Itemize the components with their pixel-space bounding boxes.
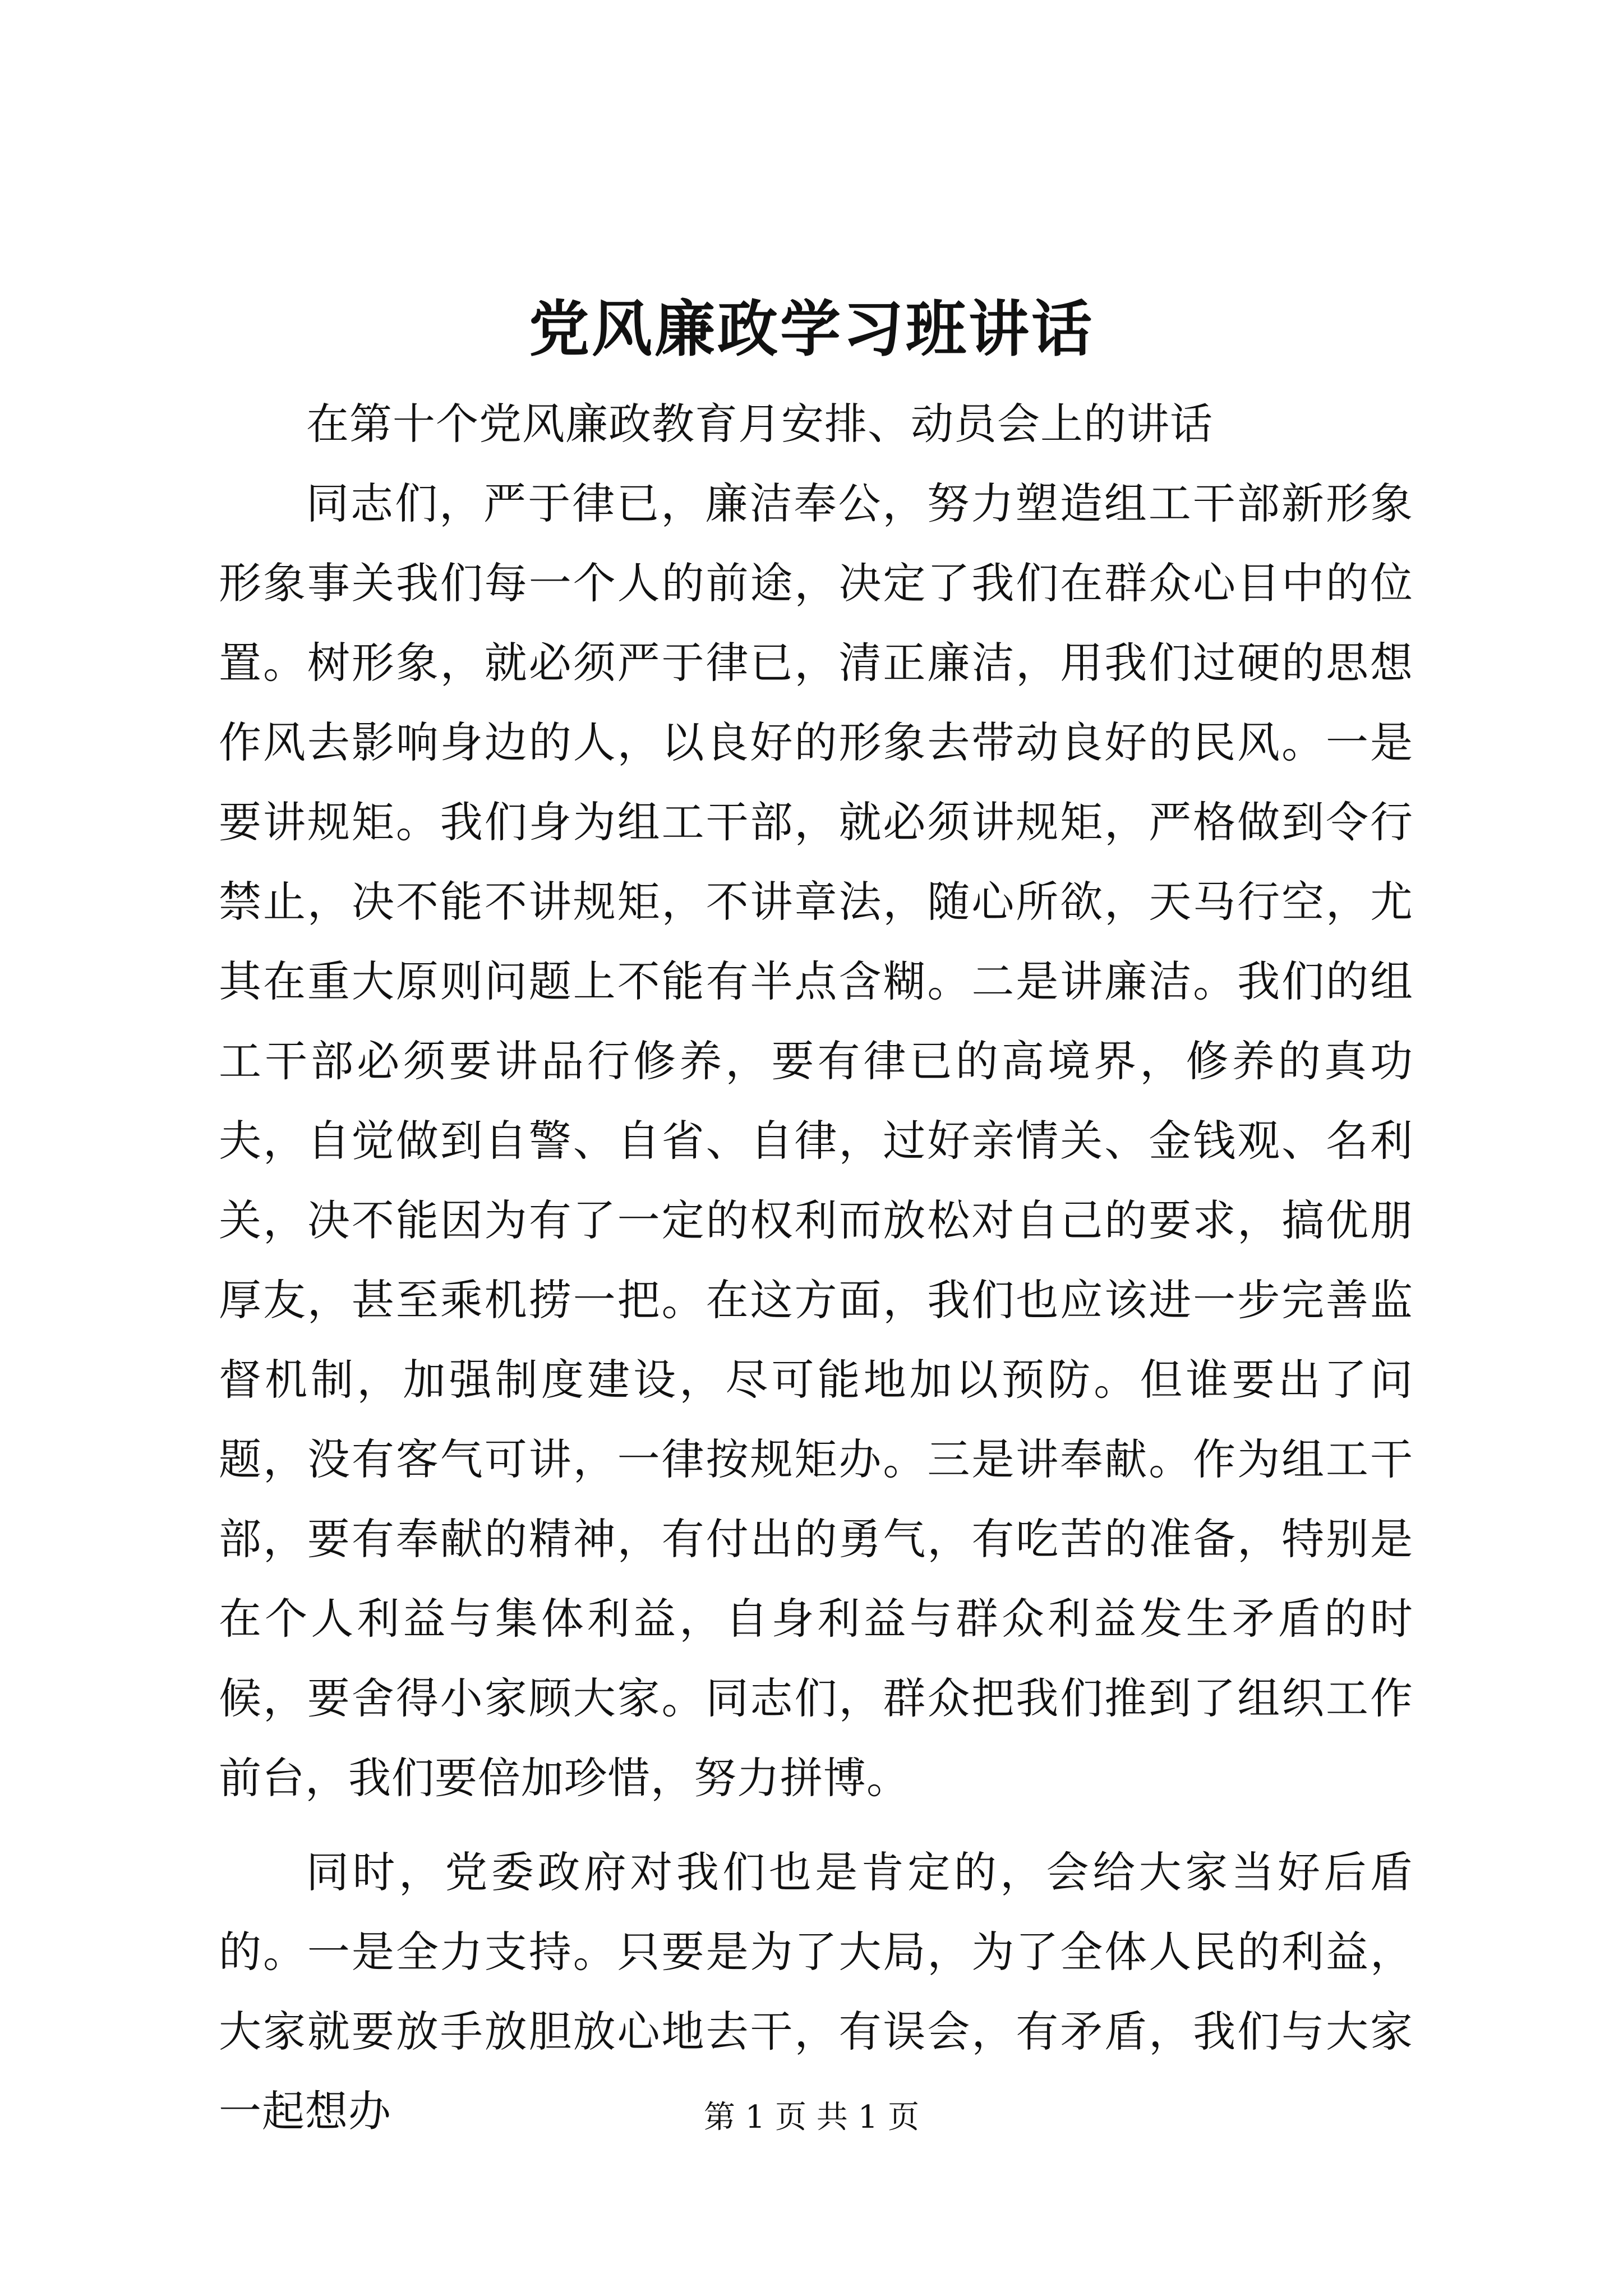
document-title: 党风廉政学习班讲话 <box>528 294 1094 365</box>
body-paragraph-2: 同时，党委政府对我们也是肯定的，会给大家当好后盾的。一是全力支持。只要是为了大局，为了全体人民的利益，大家就要放手放胆放心地去干，有误会，有矛盾，我们与大家一起想办 <box>219 1847 1413 2136</box>
document-body <box>219 384 1413 2151</box>
subtitle-paragraph: 在第十个党风廉政教育月安排、动员会上的讲话 <box>306 399 1213 449</box>
page-footer: 第 1 页 共 1 页 <box>703 2099 920 2136</box>
body-paragraph-1: 同志们，严于律已，廉洁奉公，努力塑造组工干部新形象形象事关我们每一个人的前途，决定了我们在群众心目中的位置。树形象，就必须严于律已，清正廉洁，用我们过硬的思想作风去影响身边的人，以良好的形象去带动良好的民风。一是要讲规矩。我们身为组工干部，就必须讲规矩，严格做到令行禁止，决不能不讲规矩，不讲章法，随心所欲，天马行空，尤其在重大原则问题上不能有半点含糊。二是讲廉洁。我们的组工干部必须要讲品行修养，要有律已的高境界，修养的真功夫，自觉做到自警、自省、自律，过好亲情关、金钱观、名利关，决不能因为有了一定的权利而放松对自己的要求，搞优朋厚友，甚至乘机捞一把。在这方面，我们也应该进一步完善监督机制，加强制度建设，尽可能地加以预防。但谁要出了问题，没有客气可讲，一律按规矩办。三是讲奉献。作为组工干部，要有奉献的精神，有付出的勇气，有吃苦的准备，特别是在个人利益与集体利益，自身利益与群众利益发生矛盾的时候，要舍得小家顾大家。同志们，群众把我们推到了组织工作前台，我们要倍加珍惜，努力拼博。 <box>219 478 1413 1803</box>
